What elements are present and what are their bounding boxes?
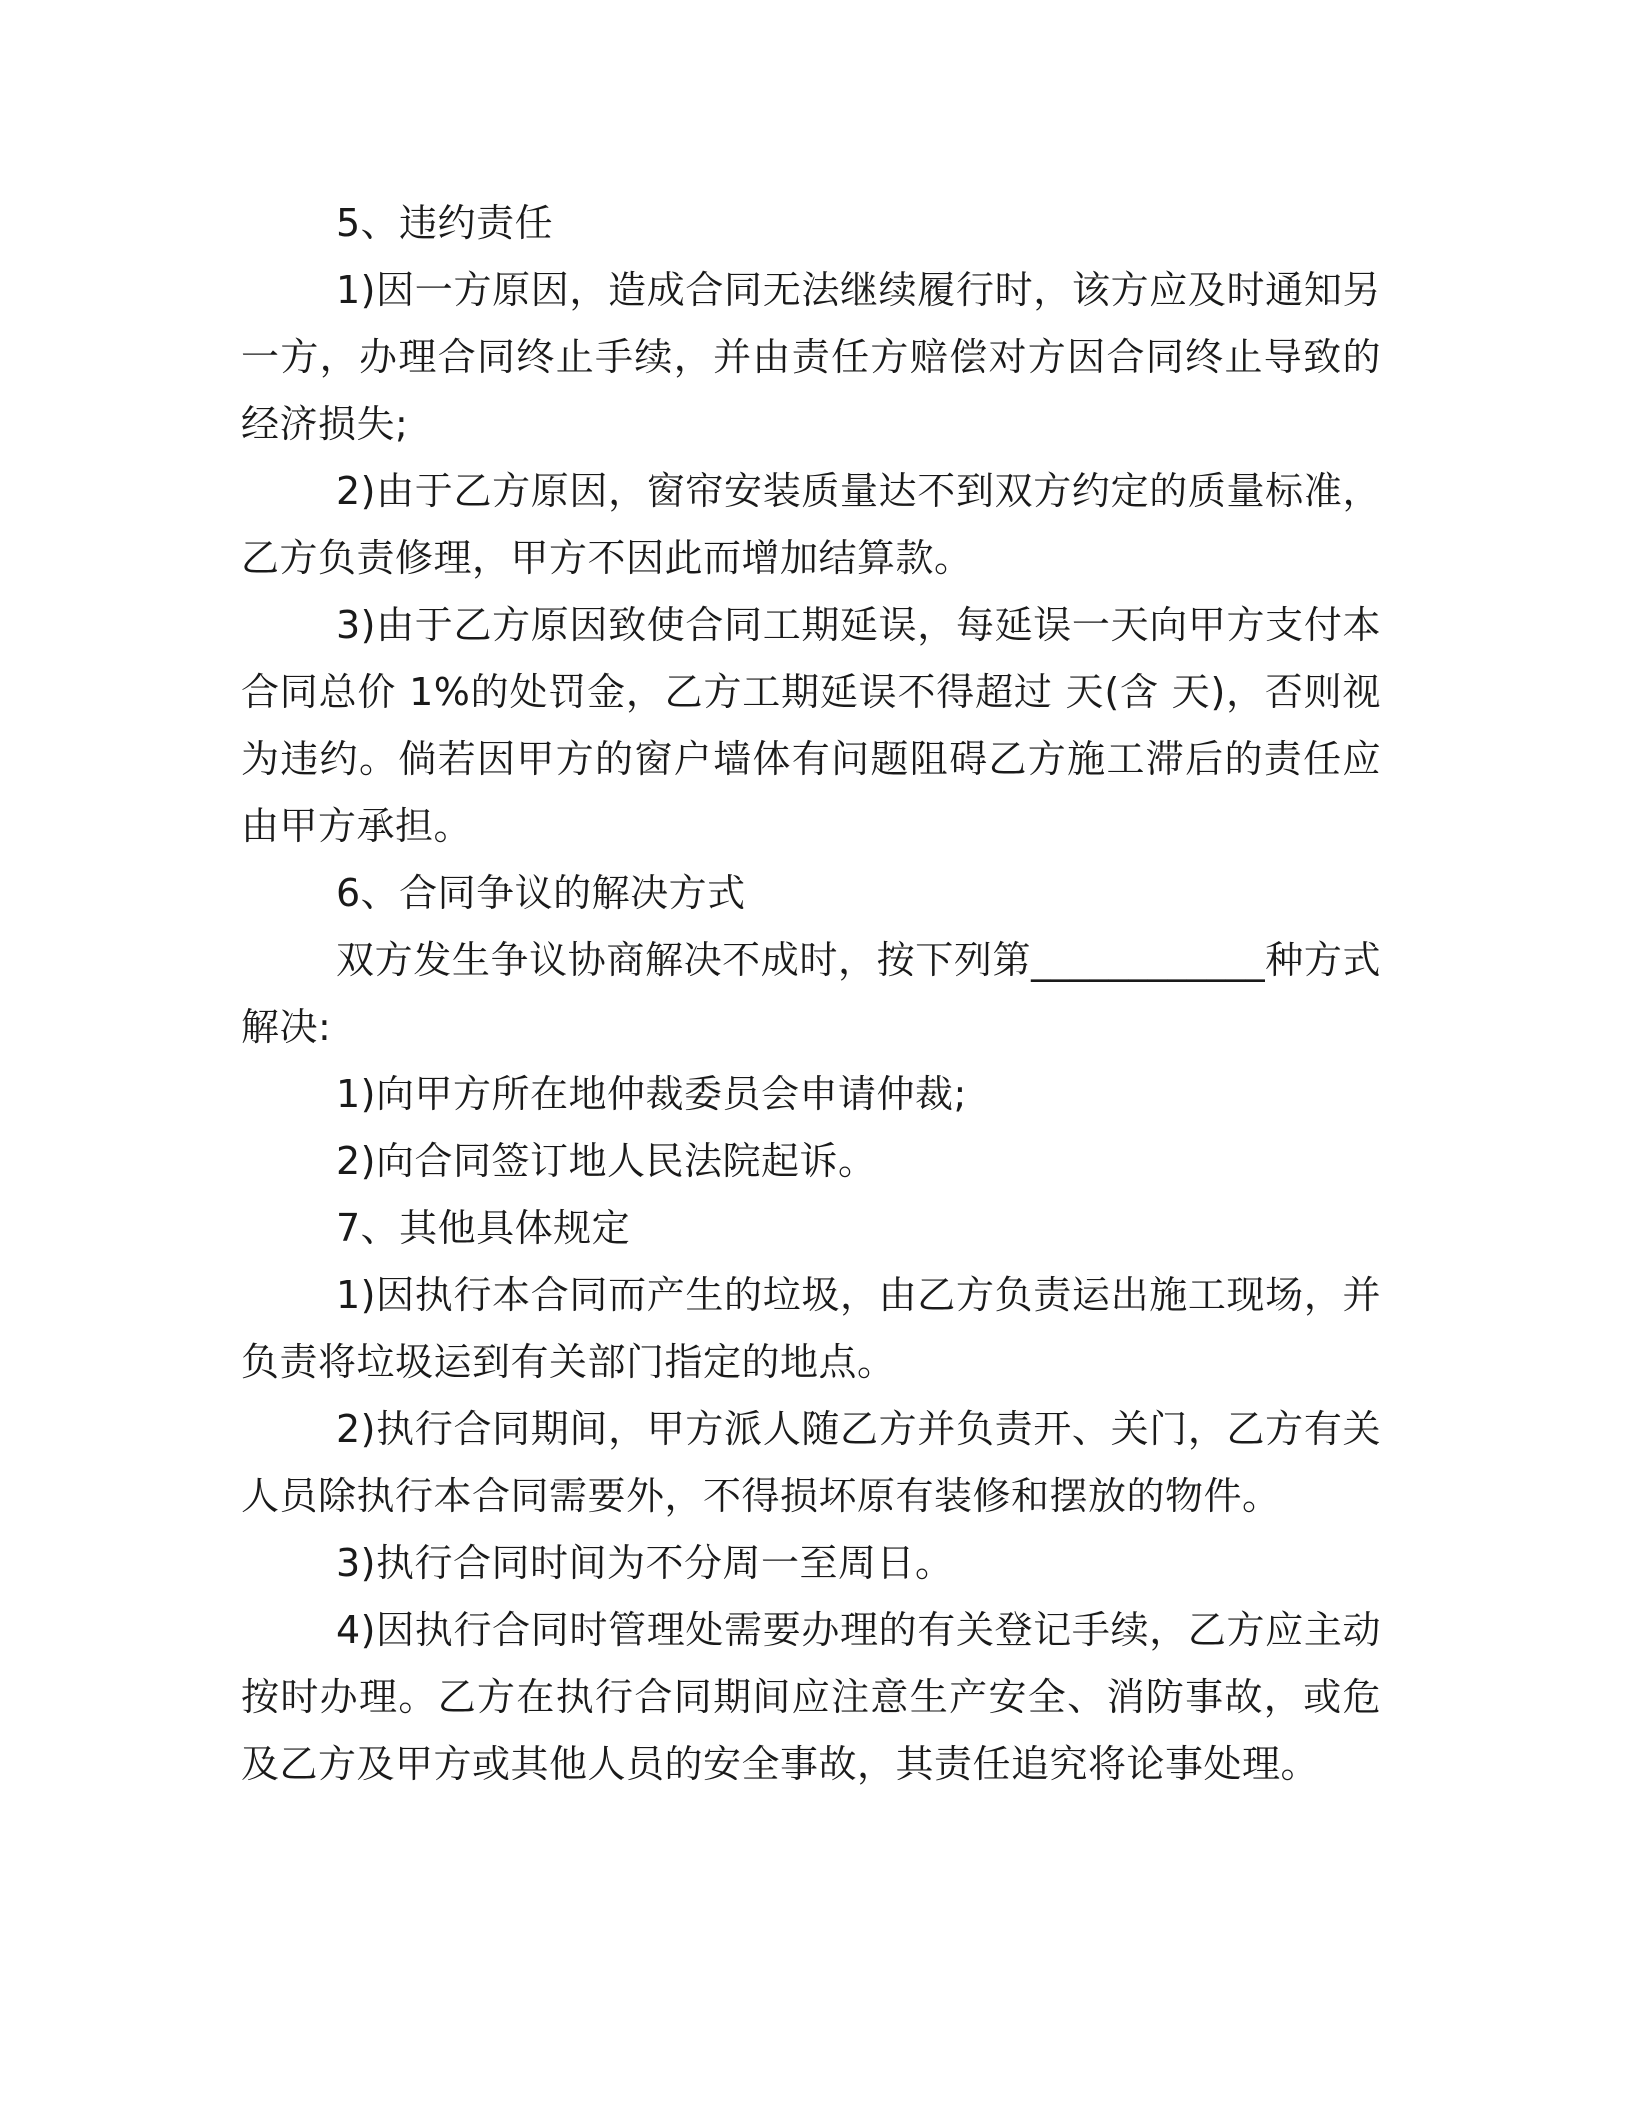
clause-5-2: 2)由于乙方原因，窗帘安装质量达不到双方约定的质量标准，乙方负责修理，甲方不因此而增加结算款。 [241, 469, 1381, 580]
clause-5-3: 3)由于乙方原因致使合同工期延误，每延误一天向甲方支付本合同总价 1%的处罚金，乙方工期延误不得超过 天(含 天)，否则视为违约。倘若因甲方的窗户墙体有问题阻碍乙方施工滞后的责任应由甲方承担。 [241, 603, 1381, 848]
section-heading-dispute-resolution: 6、合同争议的解决方式 [336, 871, 746, 915]
clause-7-1: 1)因执行本合同而产生的垃圾，由乙方负责运出施工现场，并负责将垃圾运到有关部门指定的地点。 [241, 1273, 1381, 1384]
section-heading-breach-liability: 5、违约责任 [336, 201, 554, 245]
dispute-intro: 双方发生争议协商解决不成时，按下列第____________种方式解决: [241, 938, 1381, 1049]
clause-6-1: 1)向甲方所在地仲裁委员会申请仲裁; [336, 1072, 967, 1116]
clause-6-2: 2)向合同签订地人民法院起诉。 [336, 1139, 877, 1183]
clause-7-3: 3)执行合同时间为不分周一至周日。 [336, 1541, 954, 1585]
document-body [241, 190, 1381, 1798]
clause-7-2: 2)执行合同期间，甲方派人随乙方并负责开、关门，乙方有关人员除执行本合同需要外，不得损坏原有装修和摆放的物件。 [241, 1407, 1381, 1518]
clause-7-4: 4)因执行合同时管理处需要办理的有关登记手续，乙方应主动按时办理。乙方在执行合同期间应注意生产安全、消防事故，或危及乙方及甲方或其他人员的安全事故，其责任追究将论事处理。 [241, 1608, 1381, 1786]
clause-5-1: 1)因一方原因，造成合同无法继续履行时，该方应及时通知另一方，办理合同终止手续，并由责任方赔偿对方因合同终止导致的经济损失; [241, 268, 1381, 446]
section-heading-other-provisions: 7、其他具体规定 [336, 1206, 631, 1250]
